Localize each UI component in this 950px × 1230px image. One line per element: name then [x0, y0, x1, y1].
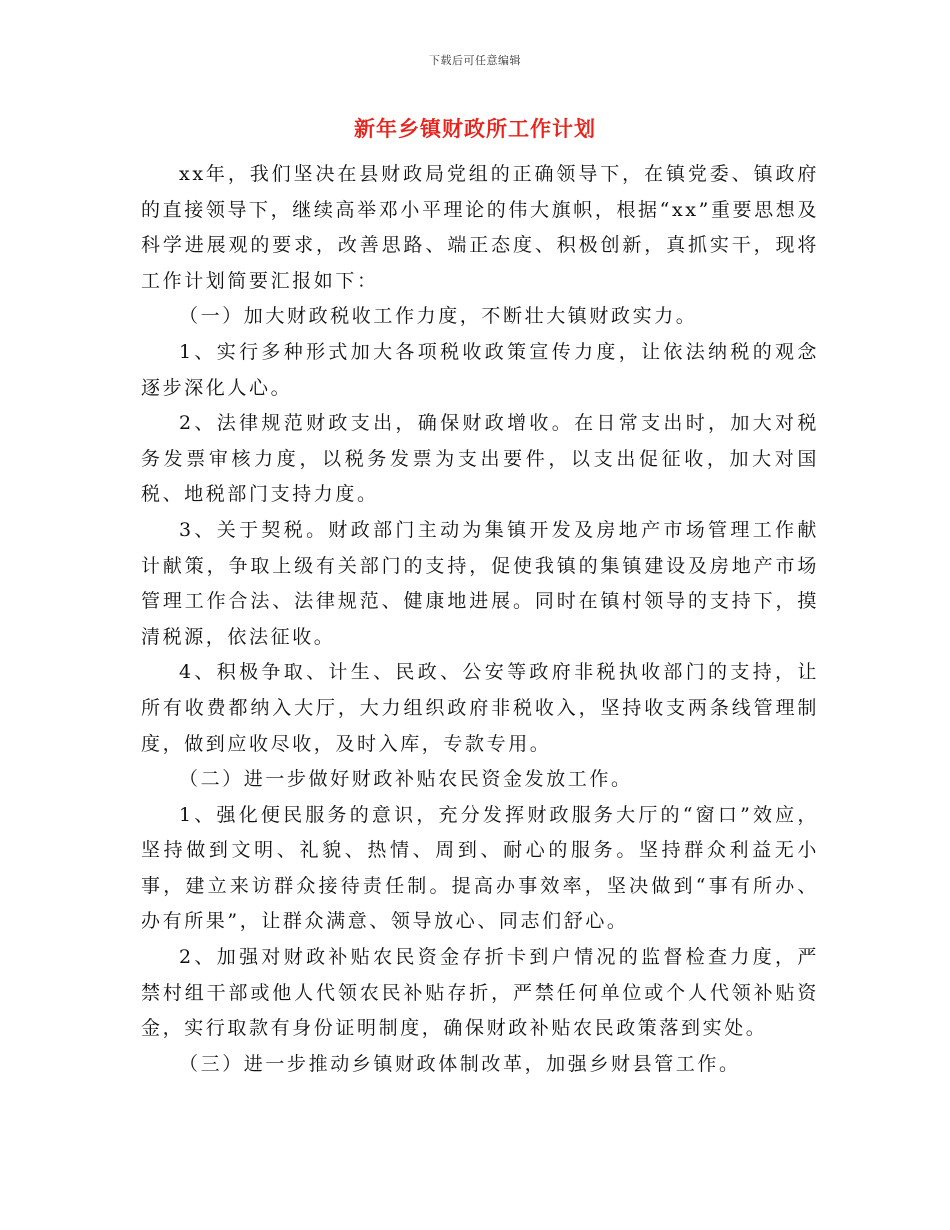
paragraph-1-3: 3、关于契税。财政部门主动为集镇开发及房地产市场管理工作献计献策，争取上级有关部门的支持，促使我镇的集镇建设及房地产市场管理工作合法、法律规范、健康地进展。同时在镇村领导的支持下，摸清税源，依法征收。 [141, 518, 819, 648]
document-title: 新年乡镇财政所工作计划 [354, 116, 596, 141]
page-header-note: 下载后可任意编辑 [429, 54, 521, 67]
paragraph-1-4: 4、积极争取、计生、民政、公安等政府非税执收部门的支持，让所有收费都纳入大厅，大力组织政府非税收入，坚持收支两条线管理制度，做到应收尽收，及时入库，专款专用。 [141, 661, 819, 755]
section-heading-1: （一）加大财政税收工作力度，不断壮大镇财政实力。 [179, 305, 698, 328]
section-heading-2: （二）进一步做好财政补贴农民资金发放工作。 [179, 768, 633, 791]
paragraph-intro: xx年，我们坚决在县财政局党组的正确领导下，在镇党委、镇政府的直接领导下，继续高举邓小平理论的伟大旗帜，根据“xx”重要思想及科学进展观的要求，改善思路、端正态度、积极创新，真抓实干，现将工作计划简要汇报如下： [141, 163, 819, 292]
section-heading-3: （三）进一步推动乡镇财政体制改革，加强乡财县管工作。 [179, 1052, 741, 1075]
paragraph-2-2: 2、加强对财政补贴农民资金存折卡到户情况的监督检查力度，严禁村组干部或他人代领农民补贴存折，严禁任何单位或个人代领补贴资金，实行取款有身份证明制度，确保财政补贴农民政策落到实处。 [141, 946, 819, 1040]
document-body [141, 157, 819, 1082]
paragraph-1-2: 2、法律规范财政支出，确保财政增收。在日常支出时，加大对税务发票审核力度，以税务发票为支出要件，以支出促征收，加大对国税、地税部门支持力度。 [141, 412, 819, 506]
paragraph-1-1: 1、实行多种形式加大各项税收政策宣传力度，让依法纳税的观念逐步深化人心。 [141, 340, 819, 399]
paragraph-2-1: 1、强化便民服务的意识，充分发挥财政服务大厅的“窗口”效应，坚持做到文明、礼貌、热情、周到、耐心的服务。坚持群众利益无小事，建立来访群众接待责任制。提高办事效率，坚决做到“事有所办、办有所果”，让群众满意、领导放心、同志们舒心。 [141, 803, 819, 933]
